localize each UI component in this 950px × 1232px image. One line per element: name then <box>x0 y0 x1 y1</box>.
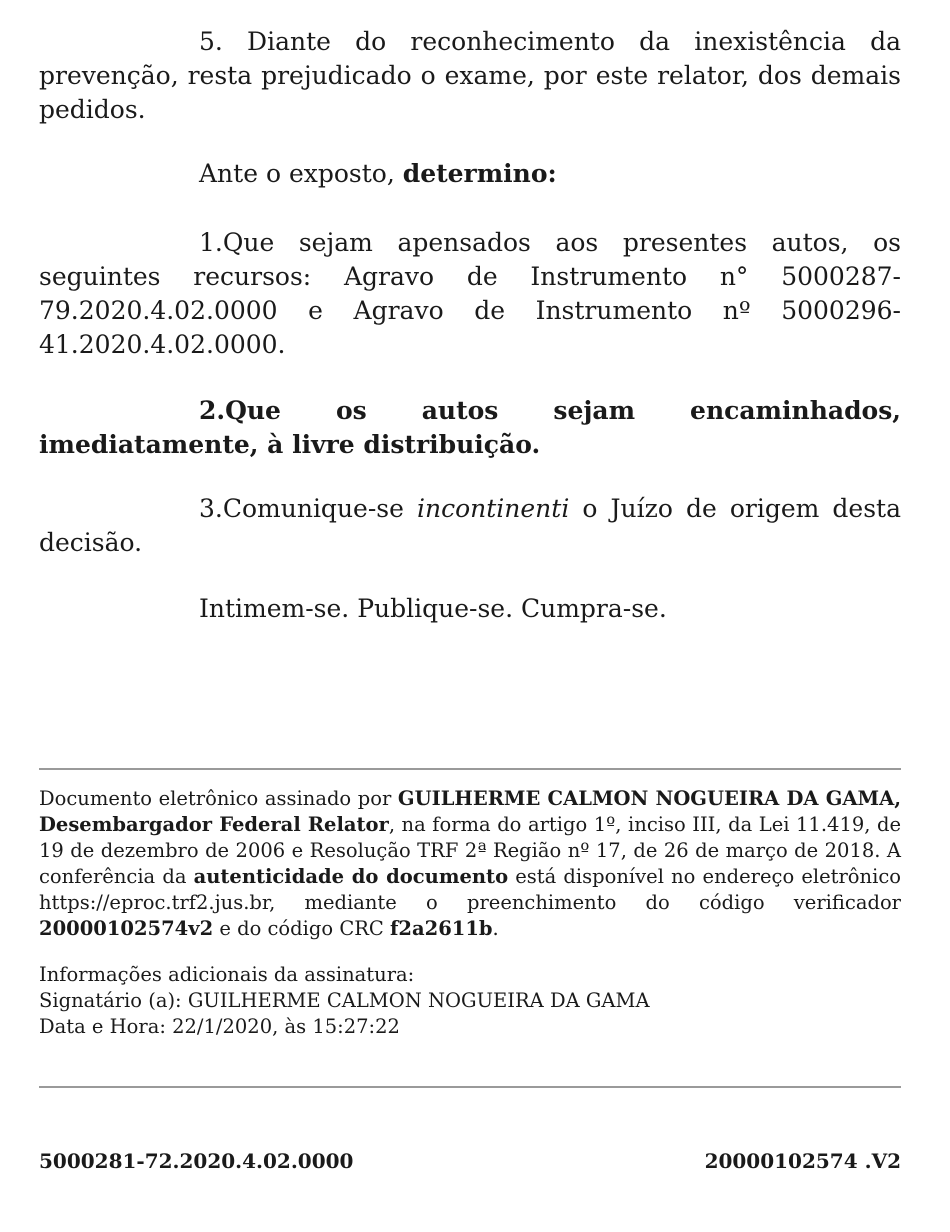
paragraph-text: Intimem-se. Publique-se. Cumpra-se. <box>199 594 667 623</box>
document-code: 20000102574 .V2 <box>704 1149 901 1173</box>
signatory-line: Signatário (a): GUILHERME CALMON NOGUEIRA DA GAMA <box>39 989 650 1012</box>
additional-info-block <box>39 962 901 1040</box>
paragraph-determination-intro <box>39 157 901 191</box>
signature-block <box>39 786 901 942</box>
paragraph-item-1 <box>39 226 901 362</box>
paragraph-prevention <box>39 25 901 127</box>
signature-text: , na forma do artigo 1º, inciso III, da Lei 11.419, de 19 de dezembro de 2006 e Resolução TRF 2ª Região nº 17, de 26 de março de 2018. A conferência da <box>39 813 902 888</box>
verifier-code: 20000102574v2 <box>39 917 214 940</box>
datetime-line: Data e Hora: 22/1/2020, às 15:27:22 <box>39 1015 400 1038</box>
additional-info-title: Informações adicionais da assinatura: <box>39 963 415 986</box>
signer-name: GUILHERME CALMON NOGUEIRA DA GAMA, Desembargador Federal Relator <box>39 787 901 836</box>
signature-text: e do código CRC <box>213 917 391 940</box>
signature-text: . <box>492 917 499 940</box>
signature-text: Documento eletrônico assinado por <box>39 787 398 810</box>
crc-code: f2a2611b <box>390 917 493 940</box>
paragraph-text: 3.Comunique-se <box>199 494 417 523</box>
divider <box>39 1086 901 1088</box>
determino-label: determino: <box>402 159 557 188</box>
italic-term: incontinenti <box>416 494 570 523</box>
signature-text: está disponível no endereço eletrônico https://eproc.trf2.jus.br, mediante o preenchimento do código verificador <box>39 865 902 914</box>
authenticity-label: autenticidade do documento <box>193 865 509 888</box>
paragraph-item-2 <box>39 394 901 462</box>
paragraph-text: o Juízo de origem desta decisão. <box>39 494 901 557</box>
paragraph-text: 1.Que sejam apensados aos presentes autos, os seguintes recursos: Agravo de Instrumento n° 5000287-79.2020.4.02.0000 e Agravo de Instrumento nº 5000296-41.2020.4.02.0000. <box>39 228 901 359</box>
paragraph-closing <box>39 592 901 626</box>
paragraph-text: 2.Que os autos sejam encaminhados, imediatamente, à livre distribuição. <box>39 396 901 459</box>
paragraph-text: Ante o exposto, <box>199 159 403 188</box>
paragraph-text: 5. Diante do reconhecimento da inexistência da prevenção, resta prejudicado o exame, por este relator, dos demais pedidos. <box>39 27 901 124</box>
divider <box>39 768 901 770</box>
process-number: 5000281-72.2020.4.02.0000 <box>39 1149 354 1173</box>
paragraph-item-3 <box>39 492 901 560</box>
